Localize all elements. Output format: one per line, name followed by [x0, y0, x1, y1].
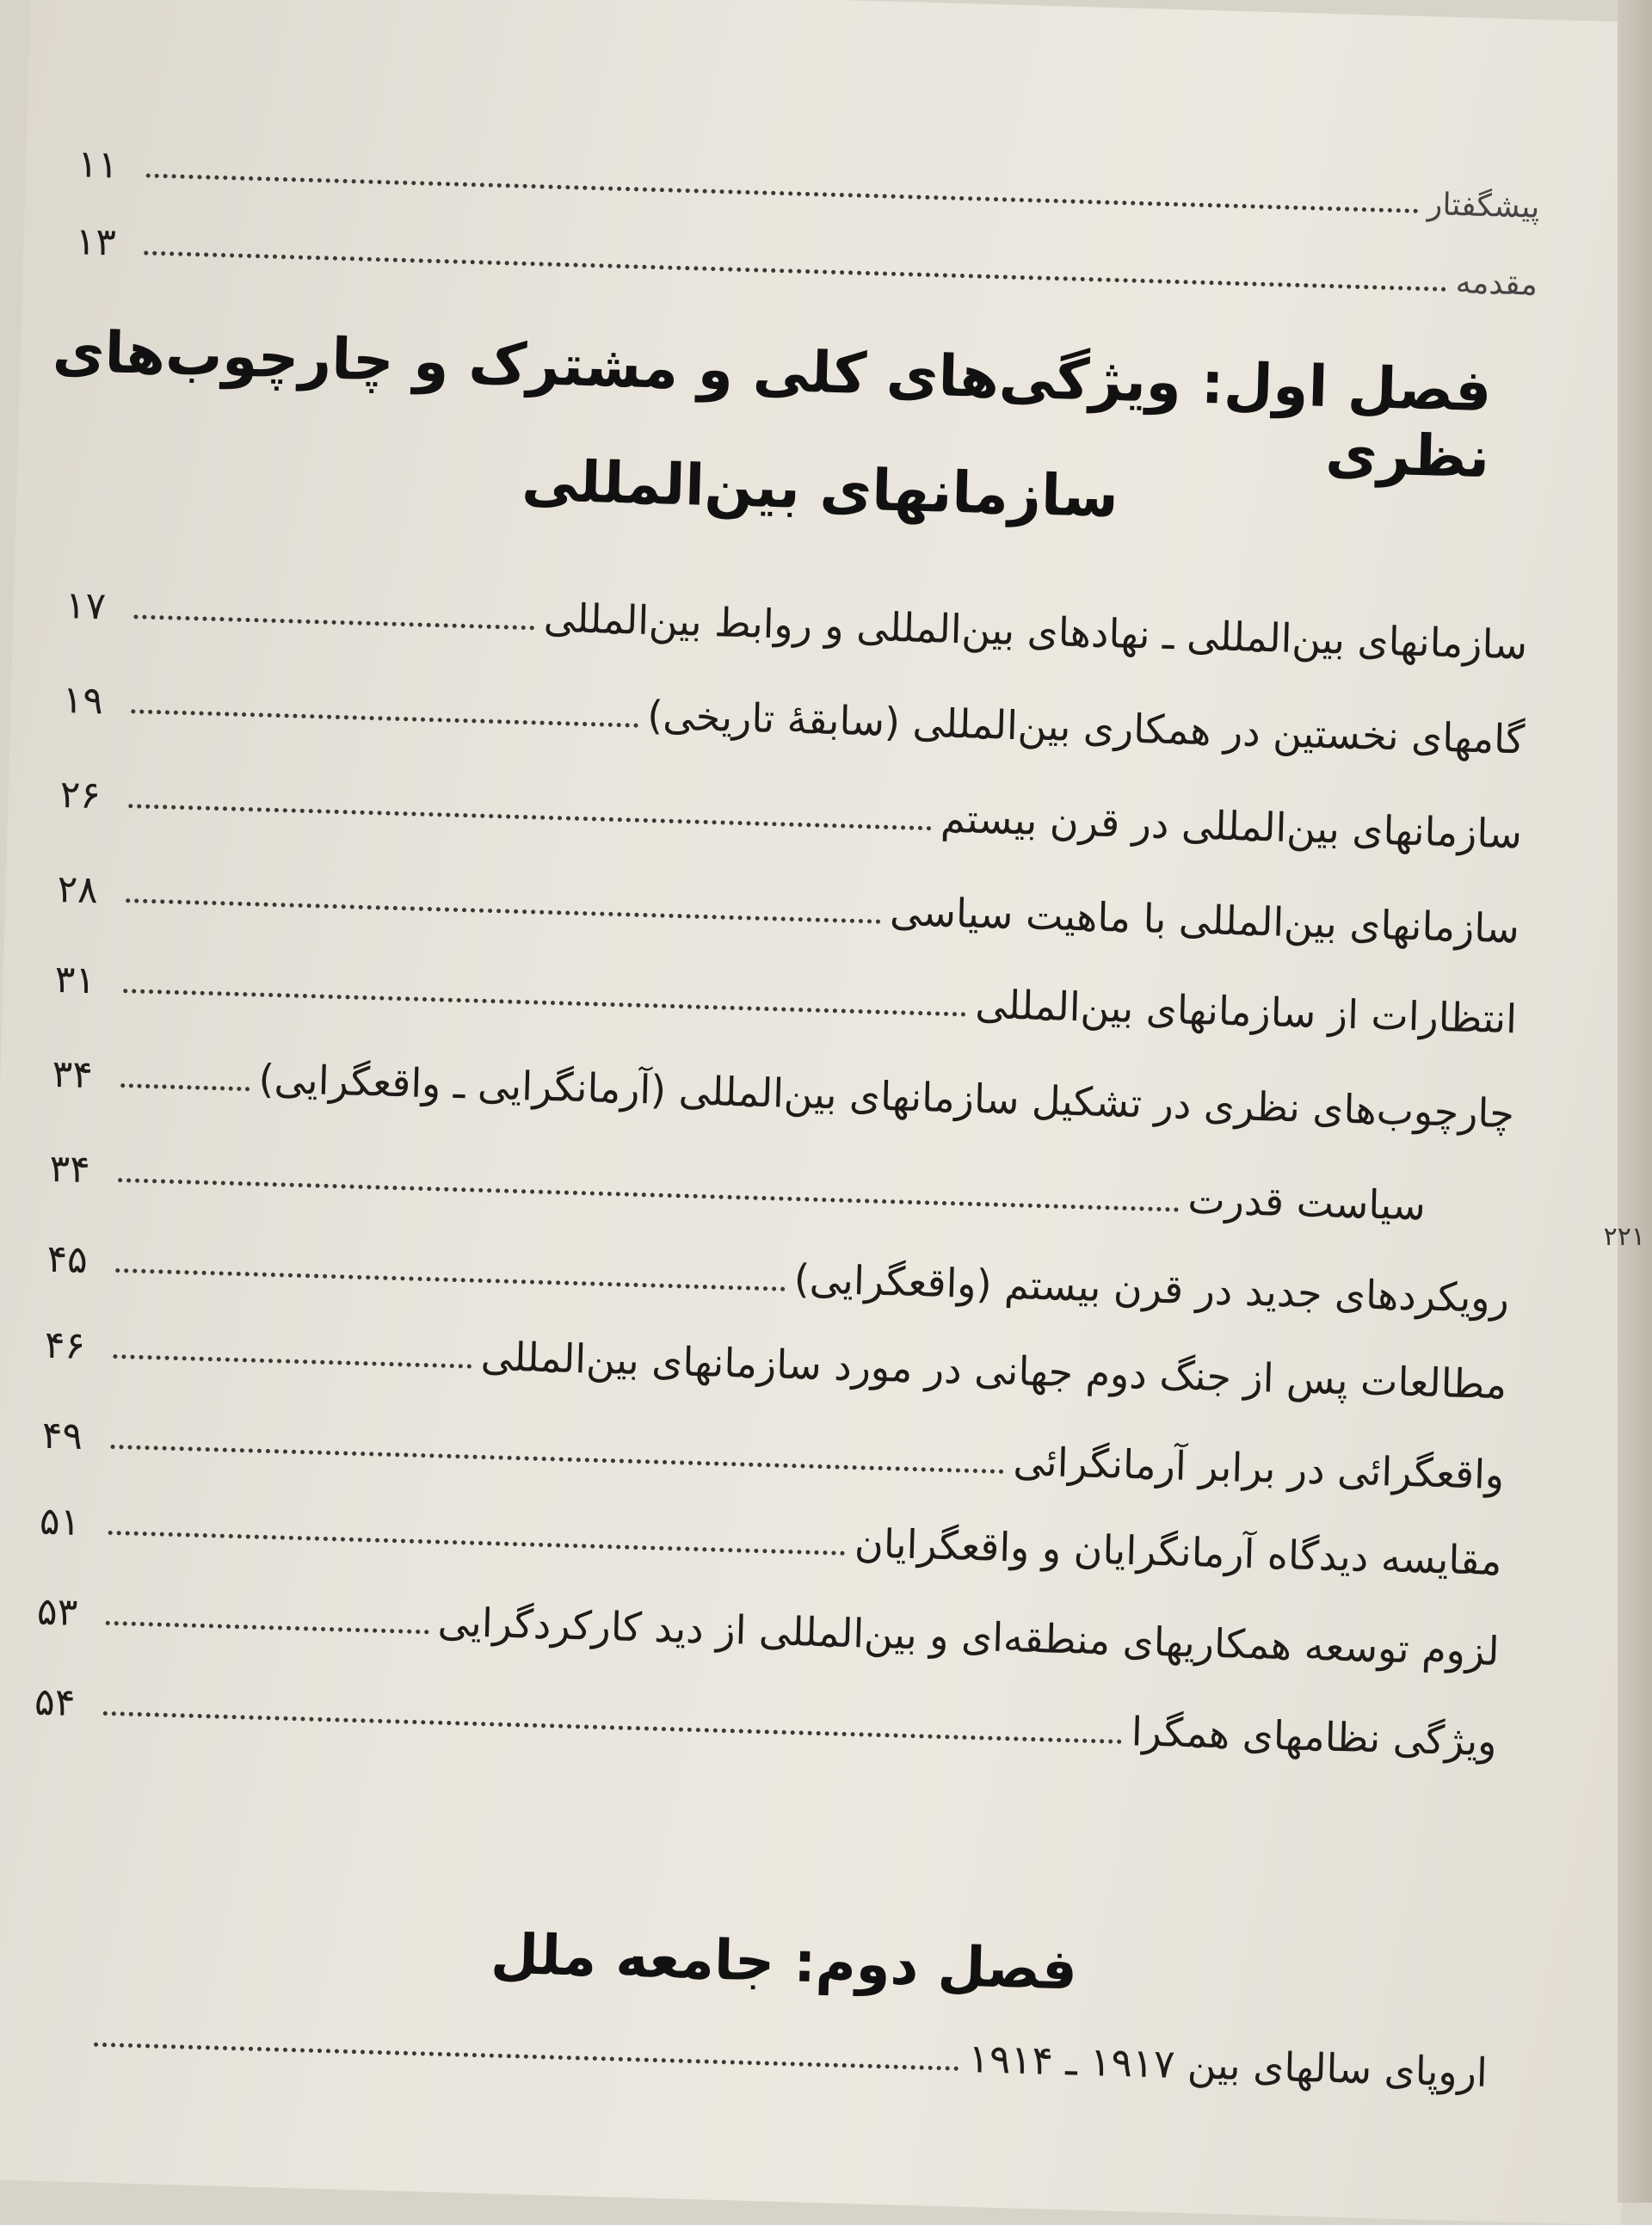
toc-entry-title: رویکردهای جدید در قرن بیستم (واقعگرایی) [793, 1255, 1510, 1322]
toc-entry-title: پیشگفتار [1427, 187, 1540, 225]
toc-entry-title: واقعگرائی در برابر آرمانگرائی [1012, 1438, 1505, 1499]
toc-page-number: ۵۴ [34, 1680, 77, 1725]
toc-page-number: ۱۱ [77, 142, 120, 188]
toc-entry-title: سازمانهای بین‌المللی ـ نهادهای بین‌المللی و روابط بین‌المللی [543, 594, 1528, 669]
toc-entry-title: سازمانهای بین‌المللی با ماهیت سیاسی [889, 887, 1520, 952]
toc-entry-preface [77, 142, 1540, 226]
chapter1-title-line1: فصل اول: ویژگی‌های کلی و مشترک و چارچوب‌های نظری [52, 317, 1493, 491]
dot-leader [118, 1177, 1179, 1211]
chapter1-title-line2: سازمانهای بین‌المللی [521, 447, 1119, 531]
toc-entry-title: گامهای نخستین در همکاری بین‌المللی (سابقهٔ تاریخی) [646, 692, 1526, 763]
dot-leader [131, 708, 638, 727]
toc-entry-title: اروپای سالهای بین ۱۹۱۷ ـ ۱۹۱۴ [967, 2035, 1489, 2096]
toc-entry-title: ویژگی نظامهای همگرا [1131, 1708, 1498, 1766]
dot-leader [133, 613, 534, 630]
dot-leader [120, 1082, 250, 1091]
toc-entry-introduction [75, 219, 1538, 304]
chapter2-title: فصل دوم: جامعه ملل [490, 1922, 1078, 2003]
toc-page-number [25, 2045, 85, 2047]
toc-entry [54, 955, 1518, 1042]
dot-leader [94, 2042, 959, 2071]
toc-entry [25, 2008, 1489, 2095]
toc-entry [62, 675, 1526, 762]
toc-entry-title: چارچوب‌های نظری در تشکیل سازمانهای بین‌المللی (آرمانگرایی ـ واقعگرایی) [257, 1055, 1515, 1137]
toc-entry-title: لزوم توسعه همکاریهای منطقه‌ای و بین‌المللی از دید کارکردگرایی [437, 1598, 1501, 1675]
toc-entry [34, 1678, 1497, 1765]
toc-page-number: ۲۶ [59, 773, 102, 818]
toc-page-number: ۲۸ [56, 866, 99, 913]
toc-entry [65, 581, 1528, 668]
dot-leader [106, 1620, 429, 1634]
dot-leader [144, 250, 1447, 291]
toc-entry [59, 770, 1523, 857]
dot-leader [128, 803, 932, 830]
toc-entry [49, 1144, 1427, 1230]
toc-entry [57, 865, 1520, 952]
toc-page-number: ۱۹ [61, 678, 104, 724]
toc-entry-title: مطالعات پس از جنگ دوم جهانی در مورد سازمانهای بین‌المللی [480, 1332, 1507, 1408]
toc-page-number: ۴۶ [44, 1322, 86, 1369]
dot-leader [103, 1710, 1123, 1744]
toc-page-number: ۵۳ [36, 1589, 79, 1635]
toc-entry-title: سیاست قدرت [1187, 1175, 1427, 1230]
toc-entry [46, 1235, 1510, 1322]
facing-page-edge [1618, 0, 1652, 2203]
dot-leader [123, 988, 966, 1016]
toc-entry [39, 1497, 1502, 1584]
toc-page-number: ۳۴ [51, 1051, 94, 1098]
toc-entry-title: سازمانهای بین‌المللی در قرن بیستم [940, 794, 1523, 858]
toc-page-number: ۴۹ [41, 1413, 83, 1459]
toc-page-number: ۱۳ [74, 219, 117, 265]
dot-leader [146, 173, 1419, 213]
toc-entry [44, 1321, 1507, 1408]
facing-page-number: ۲۲۱ [1603, 1222, 1645, 1252]
toc-entry-title: انتظارات از سازمانهای بین‌المللی [974, 980, 1518, 1043]
toc-entry-title: مقدمه [1455, 265, 1538, 303]
dot-leader [110, 1444, 1004, 1474]
dot-leader [113, 1353, 472, 1369]
toc-page-number: ۴۵ [46, 1236, 89, 1283]
dot-leader [126, 897, 881, 924]
toc-entry [52, 1050, 1515, 1137]
toc-entry [36, 1587, 1500, 1674]
dot-leader [108, 1530, 846, 1556]
toc-page-number: ۳۴ [48, 1146, 91, 1193]
toc-entry [41, 1411, 1505, 1498]
toc-page-number: ۵۱ [39, 1499, 81, 1544]
dot-leader [115, 1267, 786, 1291]
toc-page-number: ۳۱ [53, 957, 96, 1003]
toc-entry-title: مقایسه دیدگاه آرمانگرایان و واقعگرایان [854, 1519, 1503, 1585]
toc-page-number: ۱۷ [65, 583, 107, 629]
